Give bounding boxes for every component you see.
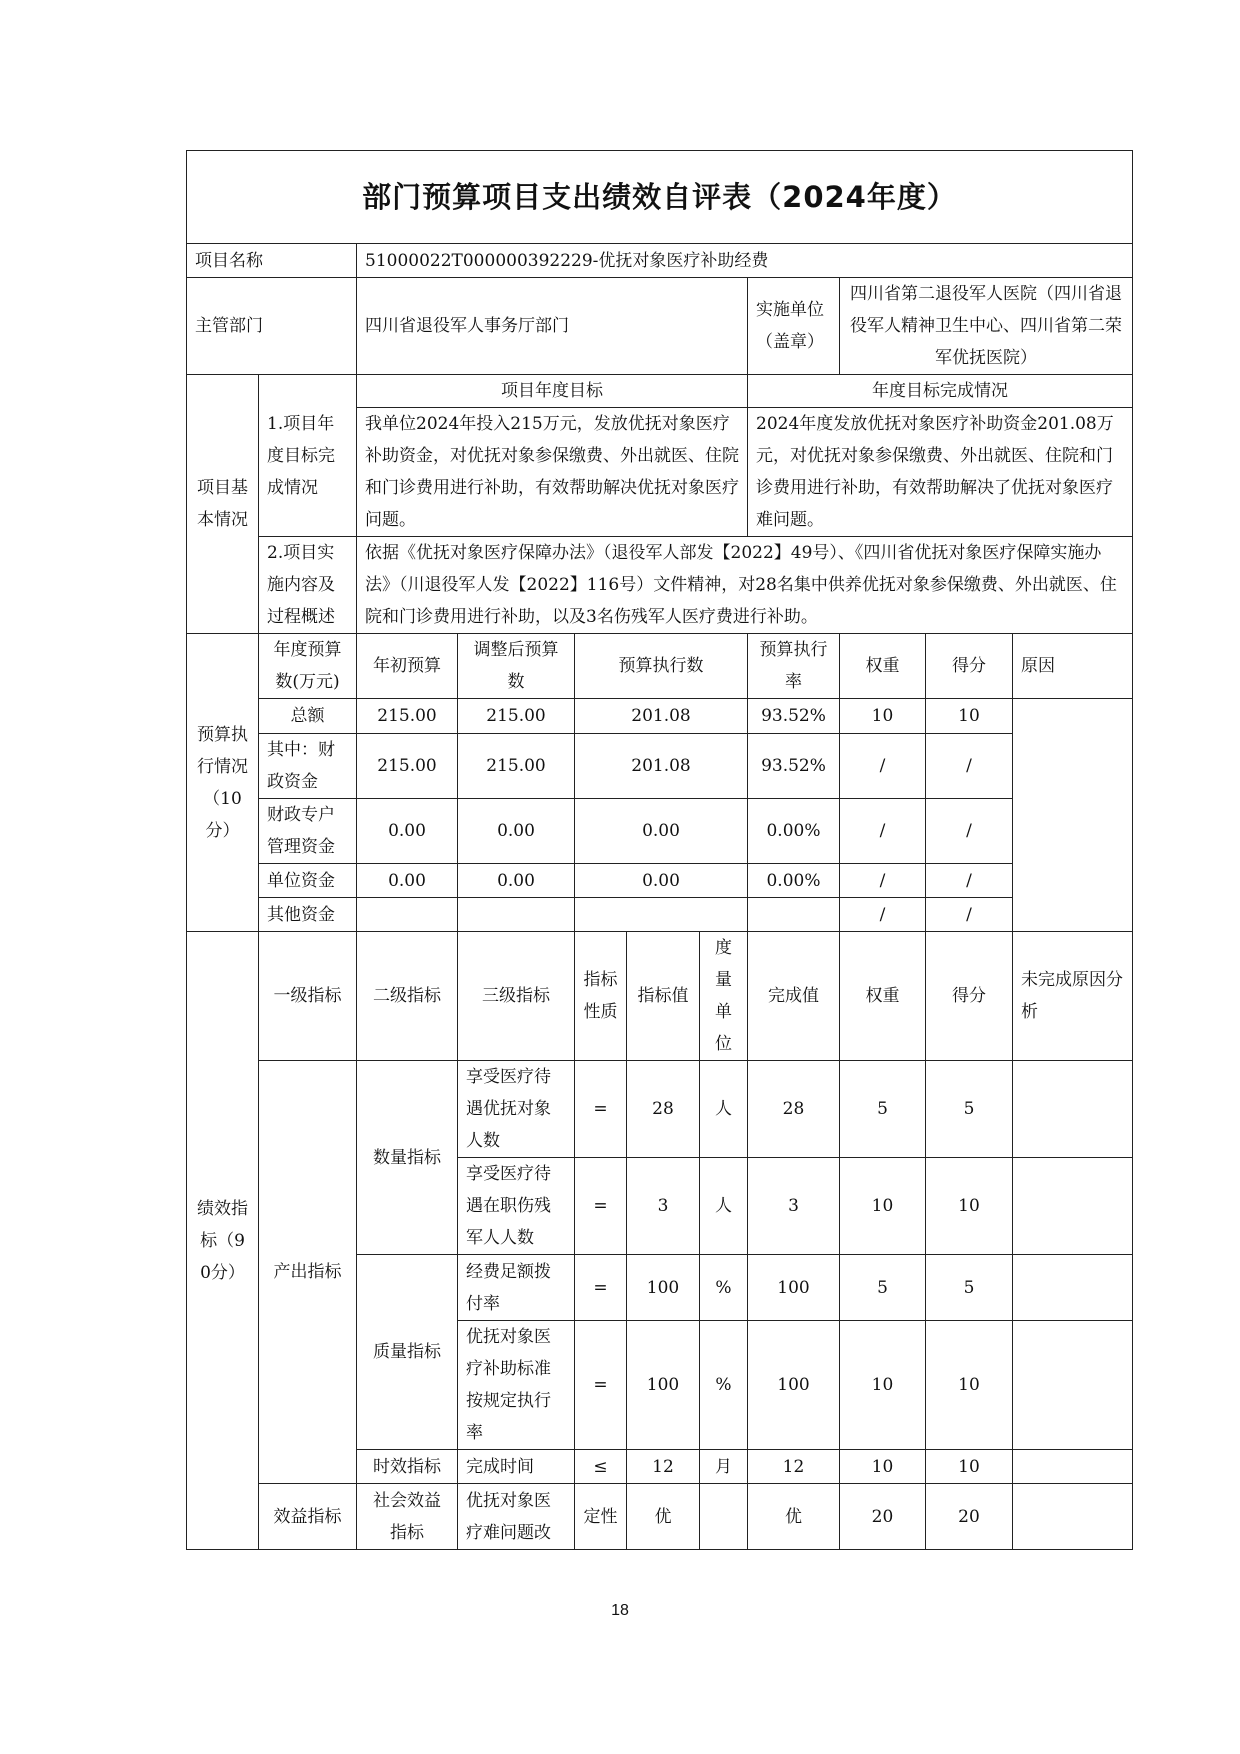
unfinished-reason-header: 未完成原因分析 xyxy=(1013,932,1133,1061)
budget-rate: 93.52% xyxy=(748,734,840,799)
indicator-actual: 100 xyxy=(748,1321,840,1450)
indicator-name: 优抚对象医疗补助标准按规定执行率 xyxy=(458,1321,575,1450)
budget-initial-header: 年初预算 xyxy=(357,634,458,699)
indicator-unit: 人 xyxy=(700,1061,748,1158)
performance-self-evaluation-table xyxy=(186,150,1133,1550)
indicator-nature: = xyxy=(575,1061,627,1158)
budget-initial: 215.00 xyxy=(357,734,458,799)
indicator-unit: % xyxy=(700,1255,748,1321)
indicator-reason xyxy=(1013,1061,1133,1158)
indicator-score: 5 xyxy=(926,1061,1013,1158)
indicator-weight: 10 xyxy=(840,1450,926,1484)
perf-weight-header: 权重 xyxy=(840,932,926,1061)
indicator-score: 20 xyxy=(926,1484,1013,1550)
budget-rate: 0.00% xyxy=(748,864,840,898)
indicator-weight: 10 xyxy=(840,1321,926,1450)
indicator-score: 10 xyxy=(926,1450,1013,1484)
page-number: 18 xyxy=(611,1602,629,1619)
indicator-unit: % xyxy=(700,1321,748,1450)
budget-score: / xyxy=(926,864,1013,898)
indicator-unit xyxy=(700,1484,748,1550)
goal-header: 项目年度目标 xyxy=(357,375,748,408)
indicator-unit: 人 xyxy=(700,1158,748,1255)
budget-adjusted: 215.00 xyxy=(458,699,575,734)
social-benefit-label: 社会效益指标 xyxy=(357,1484,458,1550)
budget-row-label: 其他资金 xyxy=(259,898,357,932)
budget-annual-header: 年度预算数(万元) xyxy=(259,634,357,699)
indicator-nature: 定性 xyxy=(575,1484,627,1550)
indicator-reason xyxy=(1013,1484,1133,1550)
basic-section-label: 项目基本情况 xyxy=(187,375,259,634)
project-name-label: 项目名称 xyxy=(187,244,357,278)
indicator-actual: 优 xyxy=(748,1484,840,1550)
document-page xyxy=(186,150,1132,1550)
budget-row-label: 总额 xyxy=(259,699,357,734)
budget-adjusted-header: 调整后预算数 xyxy=(458,634,575,699)
budget-executed: 201.08 xyxy=(575,699,748,734)
budget-rate-header: 预算执行率 xyxy=(748,634,840,699)
annual-goal-text: 我单位2024年投入215万元，发放优抚对象医疗补助资金，对优抚对象参保缴费、外出就医、住院和门诊费用进行补助，有效帮助解决优抚对象医疗问题。 xyxy=(357,408,748,537)
budget-executed: 0.00 xyxy=(575,864,748,898)
indicator-score: 10 xyxy=(926,1158,1013,1255)
indicator-score: 10 xyxy=(926,1321,1013,1450)
indicator-target: 3 xyxy=(627,1158,700,1255)
budget-adjusted: 0.00 xyxy=(458,864,575,898)
budget-executed: 201.08 xyxy=(575,734,748,799)
budget-section-label: 预算执行情况（10分） xyxy=(187,634,259,932)
completion-header: 年度目标完成情况 xyxy=(748,375,1133,408)
budget-rate: 0.00% xyxy=(748,799,840,864)
timeliness-indicator-label: 时效指标 xyxy=(357,1450,458,1484)
budget-initial xyxy=(357,898,458,932)
indicator-reason xyxy=(1013,1321,1133,1450)
indicator-actual: 28 xyxy=(748,1061,840,1158)
budget-initial: 0.00 xyxy=(357,799,458,864)
perf-score-header: 得分 xyxy=(926,932,1013,1061)
indicator-unit: 月 xyxy=(700,1450,748,1484)
budget-rate xyxy=(748,898,840,932)
budget-rate: 93.52% xyxy=(748,699,840,734)
indicator-actual: 100 xyxy=(748,1255,840,1321)
indicator-reason xyxy=(1013,1158,1133,1255)
indicator-nature: = xyxy=(575,1255,627,1321)
indicator-name: 优抚对象医疗难问题改 xyxy=(458,1484,575,1550)
indicator-score: 5 xyxy=(926,1255,1013,1321)
budget-weight-header: 权重 xyxy=(840,634,926,699)
indicator-name: 享受医疗待遇在职伤残军人人数 xyxy=(458,1158,575,1255)
budget-weight: / xyxy=(840,864,926,898)
performance-section-label: 绩效指标（90分） xyxy=(187,932,259,1550)
budget-initial: 215.00 xyxy=(357,699,458,734)
level1-header: 一级指标 xyxy=(259,932,357,1061)
budget-score-header: 得分 xyxy=(926,634,1013,699)
nature-header: 指标性质 xyxy=(575,932,627,1061)
indicator-actual: 3 xyxy=(748,1158,840,1255)
indicator-nature: ≤ xyxy=(575,1450,627,1484)
indicator-weight: 5 xyxy=(840,1061,926,1158)
budget-adjusted xyxy=(458,898,575,932)
indicator-reason xyxy=(1013,1255,1133,1321)
budget-row-label: 其中：财政资金 xyxy=(259,734,357,799)
budget-reason-header: 原因 xyxy=(1013,634,1133,699)
page-title: 部门预算项目支出绩效自评表（2024年度） xyxy=(187,151,1133,244)
level2-header: 二级指标 xyxy=(357,932,458,1061)
indicator-reason xyxy=(1013,1450,1133,1484)
budget-executed xyxy=(575,898,748,932)
quantity-indicator-label: 数量指标 xyxy=(357,1061,458,1255)
quality-indicator-label: 质量指标 xyxy=(357,1255,458,1450)
indicator-actual: 12 xyxy=(748,1450,840,1484)
actual-value-header: 完成值 xyxy=(748,932,840,1061)
indicator-target: 100 xyxy=(627,1321,700,1450)
budget-score: 10 xyxy=(926,699,1013,734)
goal-completion-label: 1.项目年度目标完成情况 xyxy=(259,375,357,537)
budget-weight: / xyxy=(840,734,926,799)
budget-executed: 0.00 xyxy=(575,799,748,864)
budget-adjusted: 0.00 xyxy=(458,799,575,864)
impl-unit-label: 实施单位（盖章） xyxy=(748,278,840,375)
output-indicator-label: 产出指标 xyxy=(259,1061,357,1484)
budget-initial: 0.00 xyxy=(357,864,458,898)
indicator-name: 享受医疗待遇优抚对象人数 xyxy=(458,1061,575,1158)
indicator-weight: 20 xyxy=(840,1484,926,1550)
indicator-target: 28 xyxy=(627,1061,700,1158)
budget-reason-cell xyxy=(1013,699,1133,932)
budget-score: / xyxy=(926,898,1013,932)
budget-adjusted: 215.00 xyxy=(458,734,575,799)
budget-score: / xyxy=(926,799,1013,864)
dept-label: 主管部门 xyxy=(187,278,357,375)
indicator-weight: 5 xyxy=(840,1255,926,1321)
target-value-header: 指标值 xyxy=(627,932,700,1061)
implementation-text: 依据《优抚对象医疗保障办法》（退役军人部发【2022】49号）、《四川省优抚对象医疗保障实施办法》（川退役军人发【2022】116号）文件精神，对28名集中供养优抚对象参保缴费、外出就医、住院和门诊费用进行补助，以及3名伤残军人医疗费进行补助。 xyxy=(357,537,1133,634)
indicator-nature: = xyxy=(575,1321,627,1450)
level3-header: 三级指标 xyxy=(458,932,575,1061)
indicator-weight: 10 xyxy=(840,1158,926,1255)
indicator-target: 100 xyxy=(627,1255,700,1321)
unit-header: 度量单位 xyxy=(700,932,748,1061)
dept-value: 四川省退役军人事务厅部门 xyxy=(357,278,748,375)
indicator-target: 优 xyxy=(627,1484,700,1550)
budget-row-label: 单位资金 xyxy=(259,864,357,898)
indicator-target: 12 xyxy=(627,1450,700,1484)
budget-weight: 10 xyxy=(840,699,926,734)
annual-completion-text: 2024年度发放优抚对象医疗补助资金201.08万元，对优抚对象参保缴费、外出就医、住院和门诊费用进行补助，有效帮助解决了优抚对象医疗难问题。 xyxy=(748,408,1133,537)
impl-unit-value: 四川省第二退役军人医院（四川省退役军人精神卫生中心、四川省第二荣军优抚医院） xyxy=(840,278,1133,375)
budget-weight: / xyxy=(840,799,926,864)
project-name-value: 51000022T000000392229-优抚对象医疗补助经费 xyxy=(357,244,1133,278)
implementation-label: 2.项目实施内容及过程概述 xyxy=(259,537,357,634)
effect-indicator-label: 效益指标 xyxy=(259,1484,357,1550)
budget-score: / xyxy=(926,734,1013,799)
budget-row-label: 财政专户管理资金 xyxy=(259,799,357,864)
indicator-nature: = xyxy=(575,1158,627,1255)
budget-executed-header: 预算执行数 xyxy=(575,634,748,699)
indicator-name: 完成时间 xyxy=(458,1450,575,1484)
budget-weight: / xyxy=(840,898,926,932)
indicator-name: 经费足额拨付率 xyxy=(458,1255,575,1321)
